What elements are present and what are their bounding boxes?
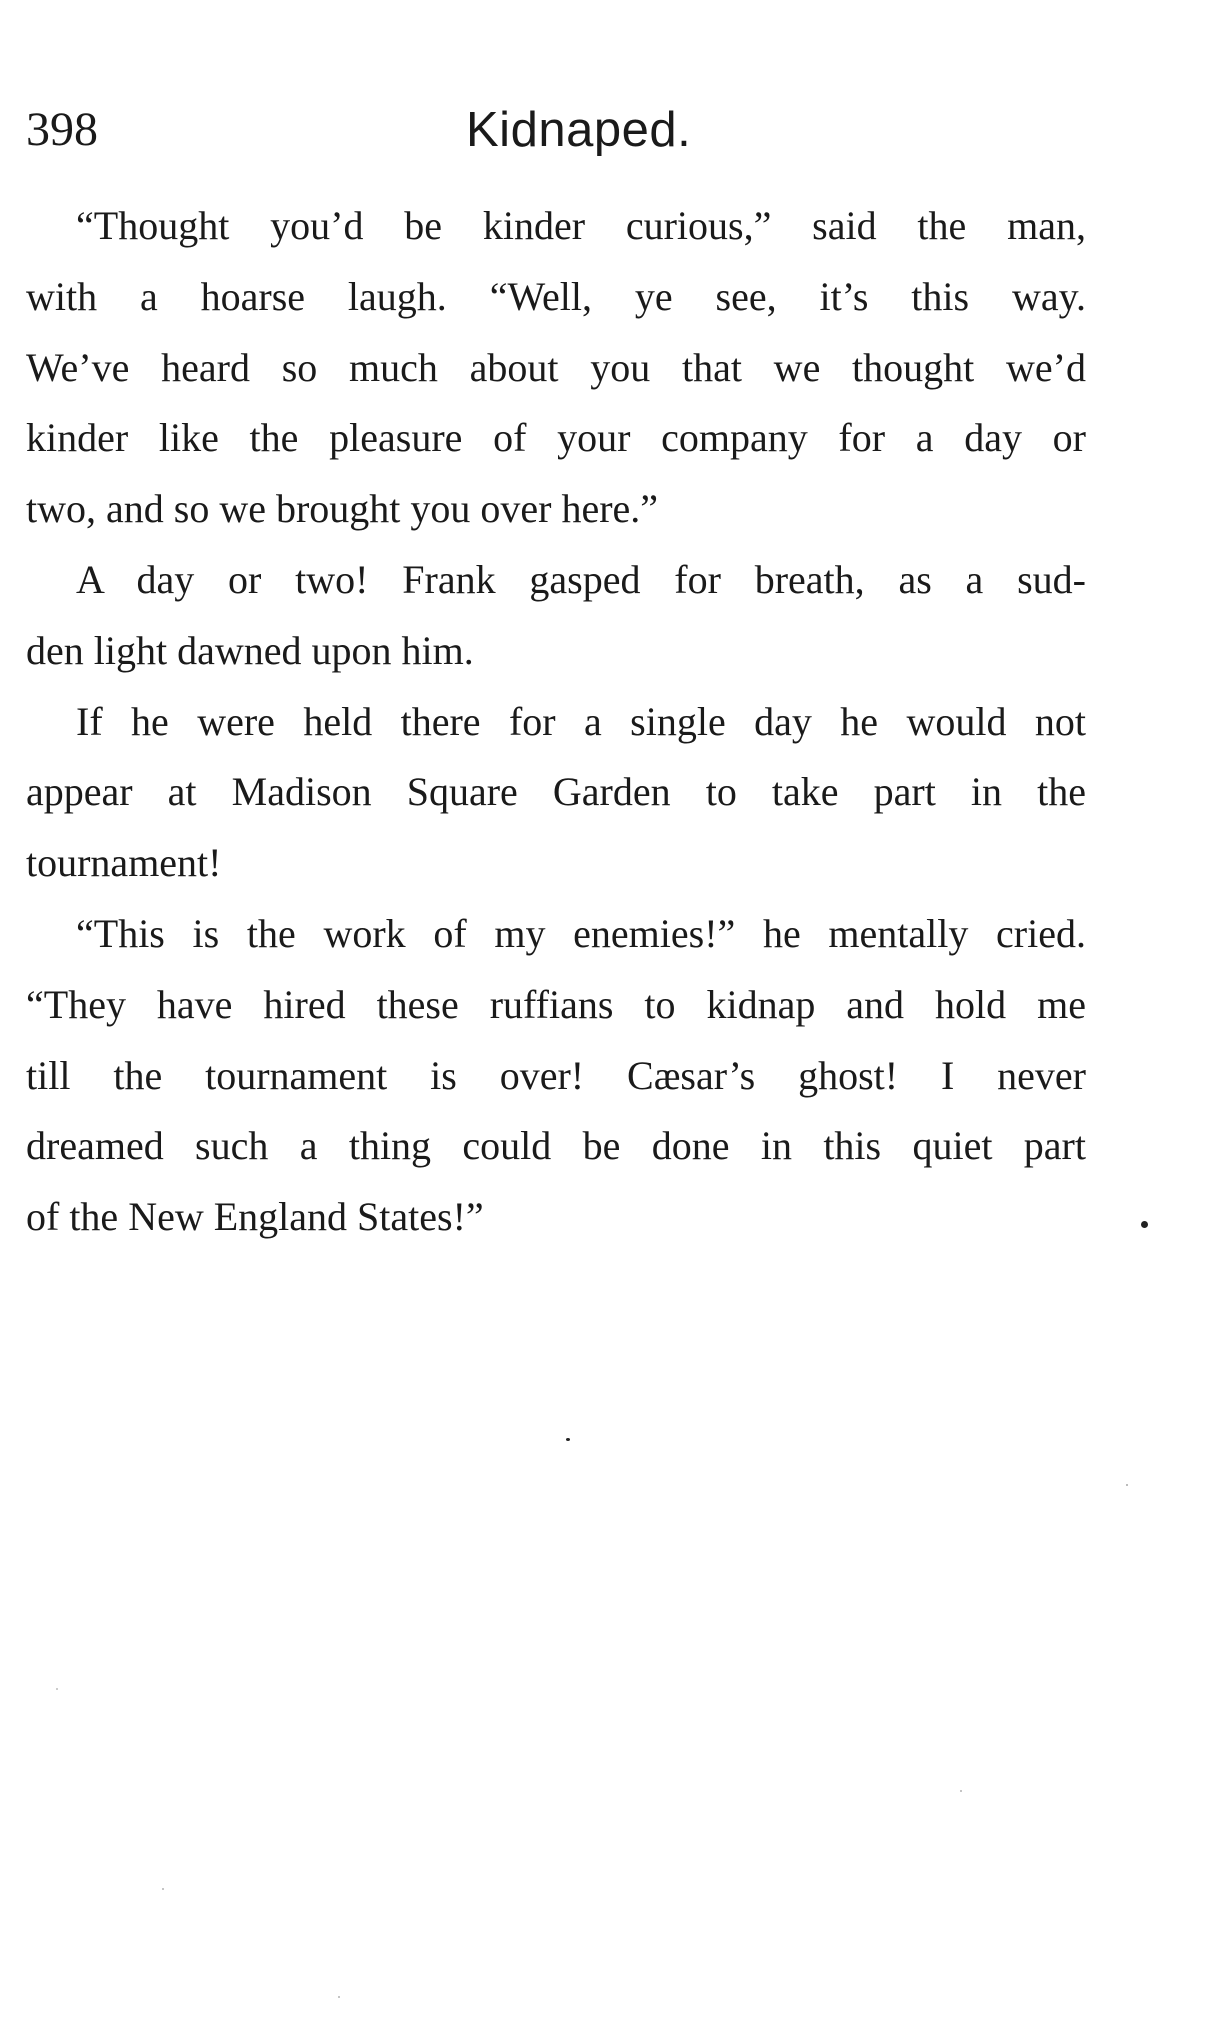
text-line: “They have hired these ruffians to kidnap and hold me bbox=[26, 981, 1086, 1027]
text-line: We’ve heard so much about you that we thought we’d bbox=[26, 344, 1086, 390]
paragraph bbox=[26, 191, 1086, 545]
text-line: If he were held there for a single day he would not bbox=[76, 698, 1086, 744]
paragraph bbox=[26, 899, 1086, 1253]
text-line: tournament! bbox=[26, 840, 222, 886]
scan-speck bbox=[1141, 1221, 1148, 1228]
running-head bbox=[26, 100, 1086, 170]
text-line: appear at Madison Square Garden to take part in the bbox=[26, 769, 1086, 815]
text-line: till the tournament is over! Cæsar’s ghost! I never bbox=[26, 1052, 1086, 1098]
scan-speck bbox=[1126, 1484, 1128, 1486]
text-line: of the New England States!” bbox=[26, 1194, 484, 1240]
text-line: two, and so we brought you over here.” bbox=[26, 486, 659, 532]
paragraph bbox=[26, 545, 1086, 687]
text-line: with a hoarse laugh. “Well, ye see, it’s this way. bbox=[26, 273, 1086, 319]
scan-speck bbox=[566, 1438, 570, 1441]
text-line: den light dawned upon him. bbox=[26, 627, 474, 673]
scan-speck bbox=[960, 1790, 962, 1792]
text-line: kinder like the pleasure of your company for a day or bbox=[26, 415, 1086, 461]
scan-speck bbox=[162, 1888, 164, 1890]
scan-speck bbox=[56, 1688, 58, 1690]
text-line: A day or two! Frank gasped for breath, as a sud- bbox=[76, 556, 1086, 602]
scan-speck bbox=[338, 1996, 340, 1998]
body-text bbox=[26, 191, 1086, 1253]
page-number: 398 bbox=[26, 103, 98, 156]
paragraph bbox=[26, 687, 1086, 899]
text-line: “Thought you’d be kinder curious,” said the man, bbox=[76, 203, 1086, 248]
text-line: dreamed such a thing could be done in this quiet part bbox=[26, 1123, 1086, 1169]
text-line: “This is the work of my enemies!” he mentally cried. bbox=[76, 910, 1086, 956]
running-title: Kidnaped. bbox=[466, 103, 692, 157]
